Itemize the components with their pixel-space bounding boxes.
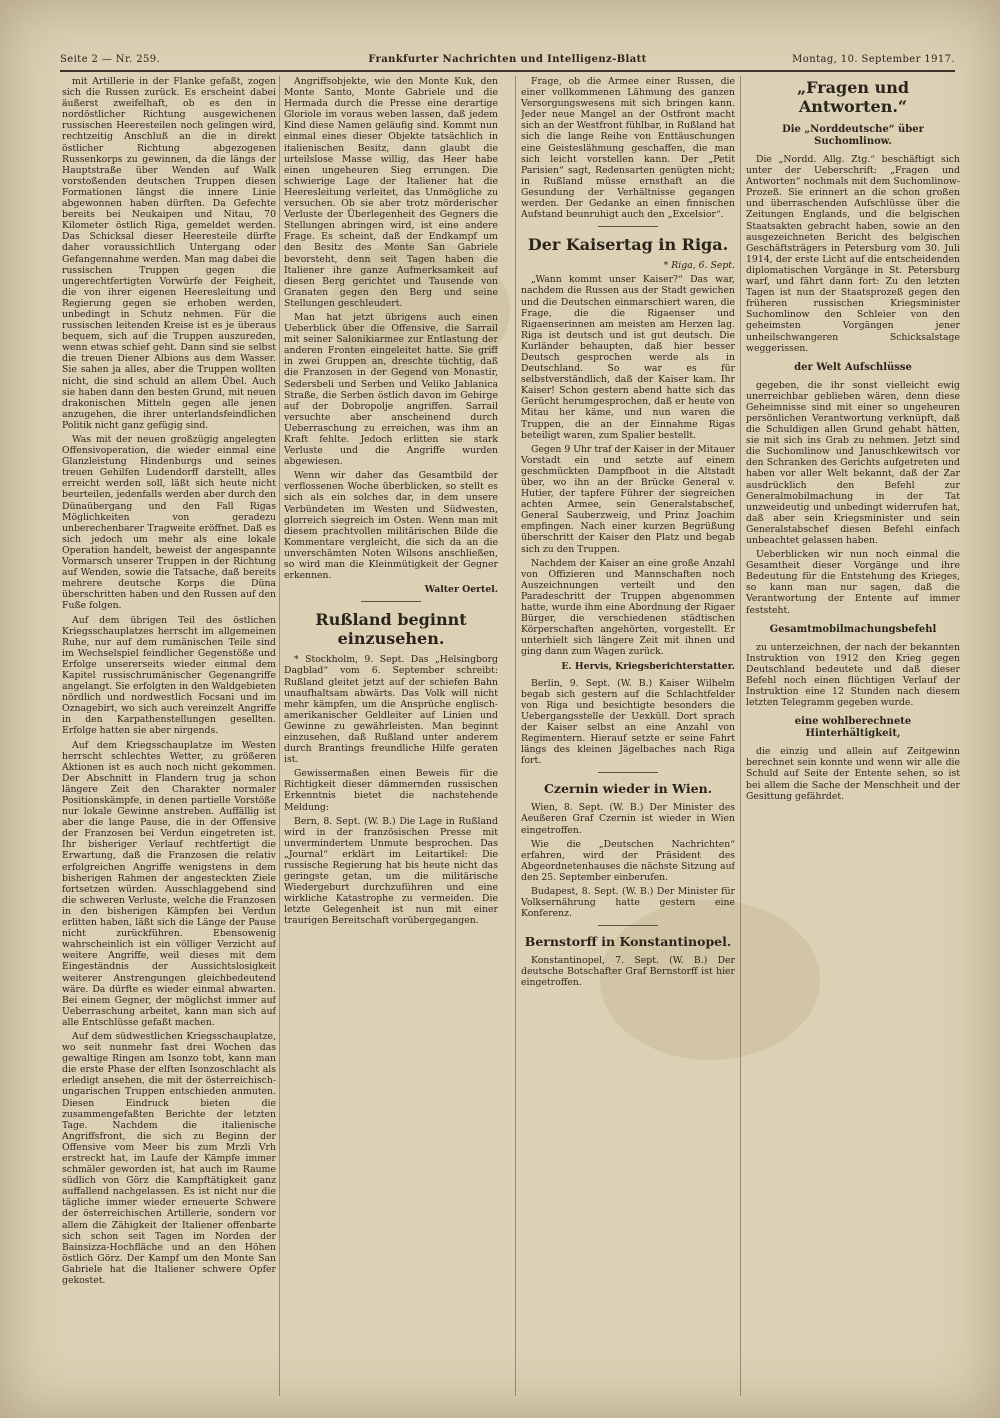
headline-kaisertag: Der Kaisertag in Riga. (527, 235, 729, 255)
column-rule (279, 76, 280, 1396)
article-paragraph: Budapest, 8. Sept. (W. B.) Der Minister für Volksernährung hatte gestern eine Konferenz. (521, 886, 735, 920)
article-paragraph: Nachdem der Kaiser an eine große Anzahl von Offizieren und Mannschaften noch Auszeichnungen verteilt und den Paradeschritt der Truppen abgenommen hatte, wurde ihm eine Abordnung der Rigaer Bürger, die verschiedenen städtischen Körperschaften angehörten, vorgestellt. Er unterhielt sich längere Zeit mit ihnen und ging dann zum Wagen zurück. (521, 557, 735, 658)
article-paragraph: Angriffsobjekte, wie den Monte Kuk, den Monte Santo, Monte Gabriele und die Hermada durch die Presse eine derartige Gloriole im voraus weben lassen, daß jedem Kind diese Namen geläufig sind. Kommt nun einmal eines dieser Objekte tatsächlich in italienischen Besitz, dann glaubt die urteilslose Masse willig, das Heer habe einen ungeheuren Sieg errungen. Die schwierige Lage der Italiener hat die Heeresleitung verleitet, das Unmögliche zu versuchen. Ob sie aber trotz mörderischer Verluste der Überlegenheit des Gegners die Stellungen abringen wird, ist eine andere Frage. Es scheint, daß der Endkampf um den Besitz des Monte San Gabriele bevorsteht, denn seit Tagen haben die Italiener ihre ganze Aufmerksamkeit auf diesen Berg gerichtet und Tausende von Granaten gegen den Berg und seine Stellungen geschleudert. (284, 76, 498, 309)
headline-czernin: Czernin wieder in Wien. (543, 781, 713, 797)
separator (598, 772, 658, 773)
column-4 (746, 76, 960, 1396)
article-paragraph: Gewissermaßen einen Beweis für die Richtigkeit dieser dämmernden russischen Erkenntnis bietet die nachstehende Meldung: (284, 768, 498, 813)
article-paragraph: Bern, 8. Sept. (W. B.) Die Lage in Rußland wird in der französischen Presse mit unvermindertem Unmute besprochen. Das „Journal“ erklärt im Leitartikel: Die russische Regierung hat bis heute nicht das geringste getan, um die militärische Wiedergeburt durchzuführen und eine wirkliche Katastrophe zu vermeiden. Die letzte Gelegenheit ist nun mit einer traurigen Bereitschaft vorübergegangen. (284, 815, 498, 927)
issue-date: Montag, 10. September 1917. (792, 54, 955, 65)
dateline: * Riga, 6. Sept. (663, 260, 735, 272)
inline-subheading: Gesamtmobilmachungsbefehl (769, 623, 937, 635)
inline-subheading: der Welt Aufschlüsse (794, 361, 912, 373)
article-paragraph: Ueberblicken wir nun noch einmal die Gesamtheit dieser Vorgänge und ihre Bedeutung für die Entstehung des Krieges, so kann man nur sagen, daß die Verantwortung der Entente auf immer feststeht. (746, 549, 960, 616)
article-paragraph: Man hat jetzt übrigens auch einen Ueberblick über die Offensive, die Sarrail mit seiner Salonikiarmee zur Entlastung der anderen Fronten eingeleitet hatte. Sie griff in zwei Gruppen an, dreschte tüchtig, daß die Franzosen in der Gegend von Monastir, Sedersbeli und Serben und Veliko Jablanica Straße, die Serben östlich davon im Gebirge auf der Dobropolje angriffen. Sarrail versuchte aber anscheinend durch Ueberraschung zu erreichen, was ihm an Kraft fehlte. Jedoch erlitten sie stark Verluste und die Angriffe wurden abgewiesen. (284, 311, 498, 468)
article-paragraph: Wenn wir daher das Gesamtbild der verflossenen Woche überblicken, so stellt es sich als ein solches dar, in dem unsere Verbündeten im Westen und Südwesten, glorreich siegreich im Osten. Wenn man mit diesem prachtvollen militärischen Bilde die Kommentare vergleicht, die sich da an die unverschämten Noten Wilsons anschließen, so wird man die Kleinmütigkeit der Gegner erkennen. (284, 470, 498, 582)
column-1 (62, 76, 276, 1396)
article-paragraph: Was mit der neuen großzügig angelegten Offensivoperation, die wieder einmal eine Glanzleistung Hindenburgs und seines treuen Gehilfen Ludendorff darstellt, alles erreicht werden soll, läßt sich heute nicht beurteilen, jedenfalls werden aber durch den Dünaübergang und den Fall Rigas Möglichkeiten von geradezu unberechenbarer Tragweite eröffnet. Daß es sich jedoch um mehr als eine lokale Operation handelt, beweist der angespannte Vormarsch unserer Truppen in der Richtung auf Wenden, sowie die Tatsache, daß bereits mehrere deutsche Korps die Düna überschritten haben und den Russen auf den Fuße folgen. (62, 434, 276, 612)
inline-subheading: eine wohlberechnete Hinterhältigkeit, (794, 716, 912, 740)
article-paragraph: Auf dem übrigen Teil des östlichen Kriegsschauplatzes herrscht im allgemeinen Ruhe, nur auf dem rumänischen Teile sind im Wechselspiel feindlicher Gegenstöße und Erfolge unsererseits wieder einmal dem Kapitel russischrumänischer Gegenangriffe angelangt. Sie erfolgten in den Waldgebieten nördlich und nordwestlich Focsani und im Oznagebirt, wo sich auch vereinzelt Angriffe in den Karpathenstellungen gesellten. Erfolge hatten sie aber nirgends. (62, 614, 276, 737)
headline-bernstorff: Bernstorff in Konstantinopel. (524, 934, 732, 950)
headline-russland: Rußland beginnt einzusehen. (315, 610, 467, 649)
column-rule (515, 76, 516, 1396)
article-paragraph: mit Artillerie in der Flanke gefaßt, zogen sich die Russen zurück. Es erscheint dabei äußerst zweifelhaft, ob es den in nordöstlicher Richtung ausgewichenen russischen Heeresteilen noch gelingen wird, rechtzeitig Anschluß an die in direkt östlicher Richtung abgezogenen Russenkorps zu gewinnen, da die längs der Hauptstraße über Wenden auf Walk vorstoßenden deutschen Truppen diesen Formationen längst die innere Linie abgewonnen haben dürften. Da Gefechte bereits bei Neukaipen und Nitau, 70 Kilometer östlich Riga, gemeldet werden. Das Schicksal dieser Heeresteile dürfte daher voraussichtlich Untergang oder Gefangennahme werden. Man mag dabei die russischen Truppen gegen die ungerechtfertigten Vorwürfe der Feigheit, die von ihrer eigenen Heeresleitung und Regierung gegen sie erhoben werden, unbedingt in Schutz nehmen. Für die russischen leitenden Kreise ist es je überaus bequem, sich auf die Truppen auszureden, wenn etwas schief geht. Dann sind sie selbst die treuen Diener Albions aus dem Wasser. Sie sahen ja alles, aber die Truppen wollten nicht, die sind schuld an allem Übel. Auch sie haben dann den besten Grund, mit neuen drakonischen Mitteln gegen alle jenen anzugehen, die ihrer unterlandsfeindlichen Politik nicht ganz gefügig sind. (62, 76, 276, 431)
separator (598, 226, 658, 227)
article-paragraph: Wien, 8. Sept. (W. B.) Der Minister des Aeußeren Graf Czernin ist wieder in Wien eingetroffen. (521, 802, 735, 836)
article-paragraph: Auf dem südwestlichen Kriegsschauplatze, wo seit nunmehr fast drei Wochen das gewaltige Ringen am Isonzo tobt, kann man die erste Phase der elften Isonzoschlacht als erledigt ansehen, die mit der österreichisch-ungarischen Truppen entschieden anmuten. Diesen Eindruck bieten die zusammengefaßten Berichte der letzten Tage. Nachdem die italienische Angriffsfront, die sich zu Beginn der Offensive vom Meer bis zum Mrzli Vrh erstreckt hat, im Laufe der Kämpfe immer schmäler geworden ist, hat auch im Raume südlich von Görz die Kampftätigkeit ganz auffallend nachgelassen. Es ist nicht nur die tägliche immer wieder erneuerte Schwere der österreichischen Artillerie, sondern vor allem die Zähigkeit der Italiener offenbarte sich schon seit Tagen im Norden der Bainsizza-Hochfläche und an den Höhen östlich Görz. Der Kampf um den Monte San Gabriele hat die Italiener schwere Opfer gekostet. (62, 1030, 276, 1287)
page-number: Seite 2 — Nr. 259. (60, 54, 161, 65)
article-paragraph: Auf dem Kriegsschauplatze im Westen herrscht schlechtes Wetter, zu größeren Aktionen ist es auch noch nicht gekommen. Der Abschnitt in Flandern trug ja schon längere Zeit den Charakter normaler Positionskämpfe, in denen partielle Vorstöße nur lokale Gewinne anstreben. Auffällig ist aber die lange Pause, die in der Offensive der Franzosen bei Verdun eingetreten ist. Ihr bisheriger Verlauf rechtfertigt die Erwartung, daß die Franzosen die relativ erfolgreichen Angriffe wenigstens in dem bisherigen Rahmen der angesteckten Ziele fortsetzen würden. Ausschlaggebend sind die schweren Verluste, welche die Franzosen in den bisherigen Kämpfen bei Verdun erlitten haben, läßt sich die Länge der Pause nicht zurückführen. Ebensowenig wahrscheinlich ist ein völliger Verzicht auf weitere Angriffe, weil dieses mit dem Eingeständnis der Aussichtslosigkeit weiterer Anstrengungen gleichbedeutend wäre. Da dürfte es wieder einmal abwarten. Bei einem Gegner, der möglichst immer auf Ueberraschung arbeitet, kann man sich auf alle Entschlüsse gefaßt machen. (62, 739, 276, 1028)
subheadline: Die „Norddeutsche“ über Suchomlinow. (782, 124, 924, 147)
article-paragraph: gegeben, die ihr sonst vielleicht ewig unerreichbar geblieben wären, denn diese Geheimnisse sind mit einer so ungeheuren persönlichen Verantwortung verknüpft, daß die Schuldigen allen Grund gehabt hätten, sie mit sich ins Grab zu nehmen. Jetzt sind die Suchomlinow und Januschkewitsch vor den Schranken des Gerichts aufgetreten und haben vor aller Welt bekannt, daß der Zar ausdrücklich den Befehl zur Generalmobilmachung in der Tat unzweideutig und unbedingt widerrufen hat, daß aber sein Kriegsminister und sein Generalstabschef diesen Befehl einfach unbeachtet gelassen haben. (746, 379, 960, 546)
article-paragraph: Die „Nordd. Allg. Ztg.“ beschäftigt sich unter der Ueberschrift: „Fragen und Antworten“ nochmals mit dem Suchomlinow-Prozeß. Sie erinnert an die schon großen und überraschenden Aufschlüsse über die Zeitungen Englands, und die belgischen Staatsakten gebracht haben, sowie an den ausgezeichneten Bericht des belgischen Geschäftsträgers in Petersburg vom 30. Juli 1914, der erste Licht auf die entscheidenden diplomatischen Vorgänge in St. Petersburg warf, und fährt dann fort: Zu den letzten Tagen ist nun der Staatsprozeß gegen den früheren russischen Kriegsminister Suchomlinow den Schleier von den geheimsten Vorgängen jener unheilschwangeren Schicksalstage weggerissen. (746, 154, 960, 354)
article-paragraph: * Stockholm, 9. Sept. Das „Helsingborg Dagblad“ vom 6. September schreibt: Rußland gleitet jetzt auf der schiefen Bahn unaufhaltsam abwärts. Das Volk will nicht mehr kämpfen, um die Ansprüche englisch-amerikanischer Geldleiter auf Linien und Gewinne zu gewährleisten. Man beginnt einzusehen, daß Rußland unter anderem durch Brantings freundliche Hilfe geraten ist. (284, 654, 498, 766)
column-rule (740, 76, 741, 1396)
column-3 (521, 76, 735, 1396)
author-signature: Walter Oertel. (424, 584, 498, 596)
article-paragraph: die einzig und allein auf Zeitgewinn berechnet sein konnte und wenn wir alle die Schuld auf Seite der Entente sehen, so ist bei allem die Sache der Menschheit und der Gesittung gefährdet. (746, 746, 960, 802)
article-paragraph: Konstantinopel, 7. Sept. (W. B.) Der deutsche Botschafter Graf Bernstorff ist hier eingetroffen. (521, 955, 735, 989)
article-paragraph: Wie die „Deutschen Nachrichten“ erfahren, wird der Präsident des Abgeordnetenhauses die nächste Sitzung auf den 25. September einberufen. (521, 838, 735, 883)
author-signature: E. Hervis, Kriegsberichterstatter. (561, 660, 735, 672)
article-paragraph: „Wann kommt unser Kaiser?“ Das war, nachdem die Russen aus der Stadt gewichen und die Deutschen einmarschiert waren, die Frage, die die Rigaenser und Rigaenserinnen am meisten am Herzen lag. Riga ist deutsch und ist gut deutsch. Die Kurländer behaupten, daß hier besser Deutsch gesprochen werde als in Deutschland. So war es für selbstverständlich, daß der Kaiser kam. Ihr Kaiser! Schon gestern abend hatte sich das Gerücht herumgesprochen, daß er heute von Mitau her käme, und nun waren die Truppen, die an der Einnahme Rigas beteiligt waren, zum Spalier bestellt. (521, 274, 735, 441)
newspaper-title: Frankfurter Nachrichten und Intelligenz-Blatt (368, 54, 647, 65)
article-paragraph: Frage, ob die Armee einer Russen, die einer vollkommenen Lähmung des ganzen Versorgungswesens mit sich bringen kann. Jeder neue Mangel an der Ostfront macht sich an der Westfront fühlbar, in Rußland hat sich die lange Reihe von Enttäuschungen eine Geisteslähmung geschaffen, die man sich leicht vorstellen kann. Der „Petit Parisien“ sagt, Redensarten genügten nicht; in Rußland müsse ernsthaft an die Gesundung der Verhältnisse gegangen werden. Der Gedanke an einen finnischen Aufstand beunruhigt auch den „Excelsior“. (521, 76, 735, 221)
headline-fragen-antworten: „Fragen und Antworten.“ (796, 78, 910, 116)
column-2 (284, 76, 498, 1396)
separator (598, 925, 658, 926)
page-header (60, 50, 955, 72)
article-paragraph: Berlin, 9. Sept. (W. B.) Kaiser Wilhelm begab sich gestern auf die Schlachtfelder von Riga und besichtigte besonders die Uebergangsstelle der Uexküll. Dort sprach der Kaiser selbst an eine Anzahl von Regimentern. Hierauf setzte er seine Fahrt längs des kleinen Jägelbaches nach Riga fort. (521, 677, 735, 767)
article-paragraph: zu unterzeichnen, der nach der bekannten Instruktion von 1912 den Krieg gegen Deutschland bedeutete und daß dieser Befehl noch einen flüchtigen Verlauf der Instruktion eine 12 Stunden nach diesem letzten Telegramm gegeben wurde. (746, 641, 960, 709)
separator (361, 601, 421, 602)
article-paragraph: Gegen 9 Uhr traf der Kaiser in der Mitauer Vorstadt ein und setzte auf einem geschmückten Dampfboot in die Altstadt über, wo ihn an der Brücke General v. Hutier, der tapfere Führer der siegreichen achten Armee, sein Generalstabschef, General Sauberzweig, und Prinz Joachim empfingen. Nach einer kurzen Begrüßung überschritt der Kaiser den Platz und begab sich zu den Truppen. (521, 443, 735, 555)
